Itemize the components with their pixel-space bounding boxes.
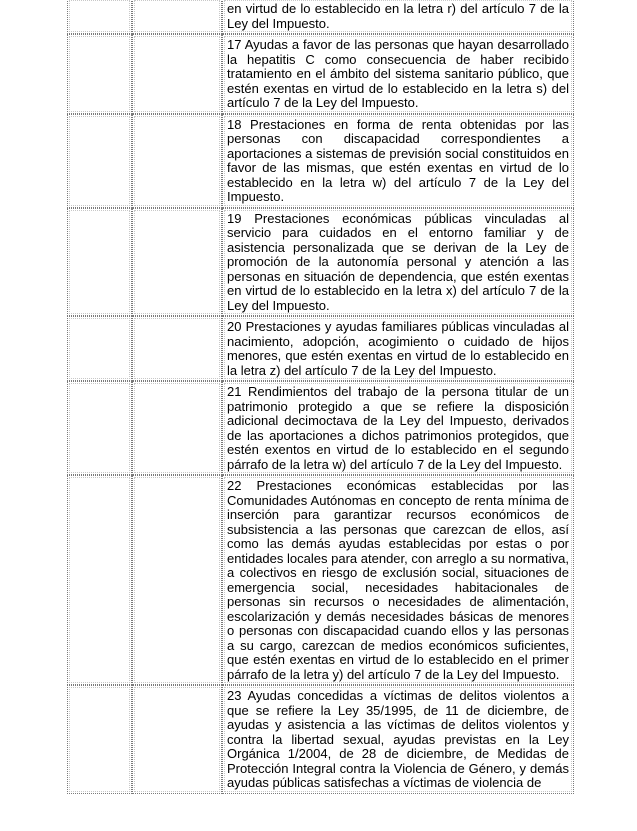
table-row [67, 0, 574, 34]
table-row [67, 114, 574, 208]
row-text: 17 Ayudas a favor de las personas que hayan desarrollado la hepatitis C como consecuencia de haber recibido tratamiento en el ámbito del sistema sanitario público, que estén exentas en virtud de lo establecido en la letra s) del artículo 7 de la Ley del Impuesto. [227, 37, 569, 110]
table-cell-empty [132, 685, 222, 794]
row-text: 21 Rendimientos del trabajo de la persona titular de un patrimonio protegido a que se refiere la disposición adicional decimoctava de la Ley del Impuesto, derivados de las aportaciones a dichos patrimonios protegidos, que estén exentos en virtud de lo establecido en el segundo párrafo de la letra w) del artículo 7 de la Ley del Impuesto. [227, 384, 569, 472]
table-cell-description [222, 34, 574, 114]
table-cell-empty [132, 34, 222, 114]
table-cell-empty [67, 381, 132, 475]
table-cell-empty [132, 208, 222, 317]
table-cell-description [222, 381, 574, 475]
row-text: en virtud de lo establecido en la letra r) del artículo 7 de la Ley del Impuesto. [227, 1, 569, 31]
row-text: 18 Prestaciones en forma de renta obtenidas por las personas con discapacidad correspondientes a aportaciones a sistemas de previsión social constituidos en favor de las mismas, que estén exentas en virtud de lo establecido en la letra w) del artículo 7 de la Ley del Impuesto. [227, 116, 569, 204]
table-cell-empty [67, 316, 132, 381]
table-cell-description [222, 685, 574, 794]
table-cell-description [222, 114, 574, 208]
table-cell-empty [67, 208, 132, 317]
table-cell-empty [67, 475, 132, 685]
table-cell-description [222, 0, 574, 34]
table-cell-empty [132, 0, 222, 34]
row-text: 19 Prestaciones económicas públicas vinculadas al servicio para cuidados en el entorno familiar y de asistencia personalizada que se derivan de la Ley de promoción de la autonomía personal y atención a las personas en situación de dependencia, que estén exentas en virtud de lo establecido en la letra x) del artículo 7 de la Ley del Impuesto. [227, 210, 569, 313]
row-text: 20 Prestaciones y ayudas familiares públicas vinculadas al nacimiento, adopción, acogimiento o cuidado de hijos menores, que estén exentas en virtud de lo establecido en la letra z) del artículo 7 de la Ley del Impuesto. [227, 319, 569, 378]
table-cell-empty [67, 114, 132, 208]
table-row [67, 316, 574, 381]
table-row [67, 34, 574, 114]
table-cell-description [222, 316, 574, 381]
table-cell-empty [132, 475, 222, 685]
row-text: 23 Ayudas concedidas a víctimas de delitos violentos a que se refiere la Ley 35/1995, de 11 de diciembre, de ayudas y asistencia a las víctimas de delitos violentos y contra la libertad sexual, ayudas previstas en la Ley Orgánica 1/2004, de 28 de diciembre, de Medidas de Protección Integral contra la Violencia de Género, y demás ayudas públicas satisfechas a víctimas de violencia de [227, 688, 569, 790]
table-row [67, 685, 574, 794]
table-row [67, 208, 574, 317]
table-cell-empty [132, 114, 222, 208]
table-cell-empty [67, 0, 132, 34]
table-cell-description [222, 475, 574, 685]
row-text: 22 Prestaciones económicas establecidas por las Comunidades Autónomas en concepto de renta mínima de inserción para garantizar recursos económicos de subsistencia a las personas que carezcan de ellos, así como las demás ayudas establecidas por estas o por entidades locales para atender, con arreglo a su normativa, a colectivos en riesgo de exclusión social, situaciones de emergencia social, necesidades habitacionales de personas sin recursos o necesidades de alimentación, escolarización y demás necesidades básicas de menores o personas con discapacidad cuando ellos y las personas a su cargo, carezcan de medios económicos suficientes, que estén exentas en virtud de lo establecido en el primer párrafo de la letra y) del artículo 7 de la Ley del Impuesto. [227, 478, 569, 682]
table-row [67, 381, 574, 475]
table-cell-empty [67, 34, 132, 114]
table-cell-description [222, 208, 574, 317]
table-row [67, 475, 574, 685]
table-cell-empty [132, 316, 222, 381]
table-cell-empty [67, 685, 132, 794]
table-cell-empty [132, 381, 222, 475]
exemptions-table [67, 0, 574, 794]
